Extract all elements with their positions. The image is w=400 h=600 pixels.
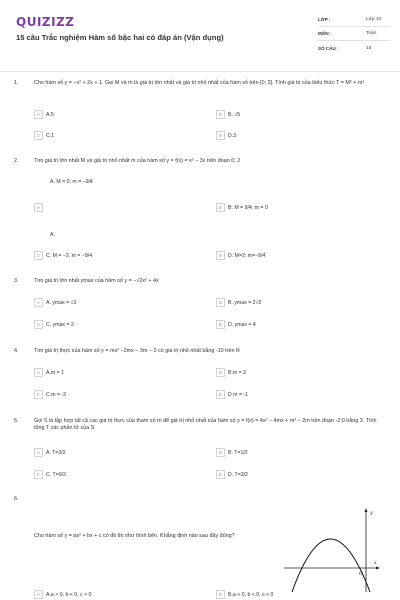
option-c[interactable] xyxy=(34,389,66,400)
option-text: D. M=2; m=−9/4 xyxy=(228,252,266,259)
option-letter: B xyxy=(216,448,225,457)
option-letter: A xyxy=(34,203,43,212)
page-title: 15 câu Trắc nghiệm Hàm số bậc hai có đáp án (Vận dụng) xyxy=(16,33,224,42)
question-number: 3. xyxy=(14,278,19,284)
option-letter: D xyxy=(216,131,225,140)
option-text: C. T=9/2 xyxy=(46,471,66,478)
option-letter: C xyxy=(34,390,43,399)
parabola-curve xyxy=(292,539,370,592)
meta-row-count xyxy=(318,41,390,55)
option-letter: C xyxy=(34,251,43,260)
option-letter: D xyxy=(216,251,225,260)
option-b[interactable] xyxy=(216,367,246,378)
option-a[interactable] xyxy=(34,109,54,120)
option-text: B.a < 0, b < 0, c < 0 xyxy=(228,591,274,598)
parabola-graph xyxy=(282,506,382,594)
option-text: D. ymax = 4 xyxy=(228,321,256,328)
option-c[interactable] xyxy=(34,250,92,261)
option-b[interactable] xyxy=(216,202,268,213)
option-d[interactable] xyxy=(216,250,265,261)
question-text: Cho hàm số y = ax² + bx + c có đồ thị như hình bên. Khẳng định nào sau đây đúng? xyxy=(34,533,235,539)
option-c[interactable] xyxy=(34,130,54,141)
option-text: A.m = 1 xyxy=(46,369,65,376)
question-text: Tìm giá trị thực của hàm số y = mx² −2mx − 3m − 2 có giá trị nhỏ nhất bằng -10 trên R xyxy=(34,348,240,354)
option-text: A.5 xyxy=(46,111,54,118)
meta-row-subject xyxy=(318,27,390,41)
option-b[interactable] xyxy=(216,589,273,600)
meta-label: SỐ CÂU : xyxy=(318,45,339,51)
x-axis-arrow xyxy=(376,567,380,570)
option-letter: D xyxy=(216,470,225,479)
question-text: Cho hàm số y = −x² + 2x + 1. Gọi M và m là giá trị lớn nhất và giá trị nhỏ nhất của hàm số trên [0; 2]. Tính giá trị của biểu thức T = M² + m². xyxy=(34,80,366,86)
question-number: 5. xyxy=(14,418,19,424)
option-a[interactable] xyxy=(34,202,46,213)
meta-row-class xyxy=(318,13,390,27)
option-b[interactable] xyxy=(216,297,261,308)
option-text: C. M = −2, m = −9/4 xyxy=(46,252,93,259)
option-letter: A xyxy=(34,110,43,119)
option-text: D.m = -1 xyxy=(228,391,249,398)
option-d[interactable] xyxy=(216,130,236,141)
option-c[interactable] xyxy=(34,319,74,330)
option-d[interactable] xyxy=(216,319,256,330)
quizizz-logo: QUIZIZZ xyxy=(16,15,75,29)
option-b[interactable] xyxy=(216,109,240,120)
y-axis-arrow xyxy=(365,508,368,512)
option-text: B. ymax = 2√2 xyxy=(228,299,262,306)
option-text: B. √5 xyxy=(228,111,241,118)
option-d[interactable] xyxy=(216,469,248,480)
option-letter: A xyxy=(34,368,43,377)
y-axis-label: y xyxy=(370,510,373,516)
option-letter: B xyxy=(216,298,225,307)
header-divider xyxy=(0,71,400,72)
option-letter: B xyxy=(216,203,225,212)
option-d[interactable] xyxy=(216,389,248,400)
option-letter: C xyxy=(34,470,43,479)
meta-table xyxy=(318,13,390,55)
meta-value: Lớp 10 xyxy=(366,17,382,22)
option-text: B.m = 2 xyxy=(228,369,247,376)
option-text: A. ymax = √2 xyxy=(46,299,77,306)
origin-label: O xyxy=(359,571,364,577)
option-letter: C xyxy=(34,131,43,140)
question-text: Tìm giá trị lớn nhất ymax của hàm số y = −√2x² + 4x xyxy=(34,278,159,284)
option-a[interactable] xyxy=(34,297,76,308)
option-c[interactable] xyxy=(34,469,66,480)
option-letter: B xyxy=(216,590,225,599)
question-number: 6. xyxy=(14,496,19,502)
meta-label: MÔN : xyxy=(318,31,332,36)
answer-a-label: A. xyxy=(50,232,55,238)
option-text: C. ymax = 2 xyxy=(46,321,74,328)
meta-value: 15 xyxy=(366,45,372,51)
option-a[interactable] xyxy=(34,447,66,458)
option-text: A. T=3/2 xyxy=(46,449,66,456)
option-text: B. M = 9/4; m = 0 xyxy=(228,204,268,211)
option-a[interactable] xyxy=(34,589,91,600)
question-number: 2. xyxy=(14,158,19,164)
option-letter: D xyxy=(216,320,225,329)
x-axis-label: x xyxy=(374,560,377,566)
option-text: A.a > 0, b < 0, c > 0 xyxy=(46,591,92,598)
option-letter: B xyxy=(216,368,225,377)
option-letter: A xyxy=(34,298,43,307)
option-letter: C xyxy=(34,320,43,329)
answer-a-inline: A. M = 0; m = −9/4 xyxy=(50,179,93,185)
option-letter: B xyxy=(216,110,225,119)
option-text: D.3 xyxy=(228,132,237,139)
question-text: Gọi S là tập hợp tất cả các giá trị thực của tham số m để giá trị nhỏ nhất của hàm số y = f(x) = 4x² − 4mx + m² − 2m trên đoạn -2;0 bằng 3. Tính tổng T các phần tử của S xyxy=(34,418,377,432)
option-text: C.1 xyxy=(46,132,55,139)
option-letter: A xyxy=(34,448,43,457)
option-text: C.m = -2 xyxy=(46,391,67,398)
meta-label: LỚP : xyxy=(318,17,331,22)
option-text: B. T=1/2 xyxy=(228,449,248,456)
question-number: 4. xyxy=(14,348,19,354)
option-letter: D xyxy=(216,390,225,399)
meta-value: Toán xyxy=(366,31,377,36)
option-b[interactable] xyxy=(216,447,248,458)
question-number: 1. xyxy=(14,80,19,86)
option-letter: A xyxy=(34,590,43,599)
option-a[interactable] xyxy=(34,367,64,378)
question-text: Tìm giá trị lớn nhất M và giá trị nhỏ nhất m của hàm số y = f(x) = x² − 3x trên đoạn 0; 2 xyxy=(34,158,241,164)
option-text: D. T=3/2 xyxy=(228,471,248,478)
